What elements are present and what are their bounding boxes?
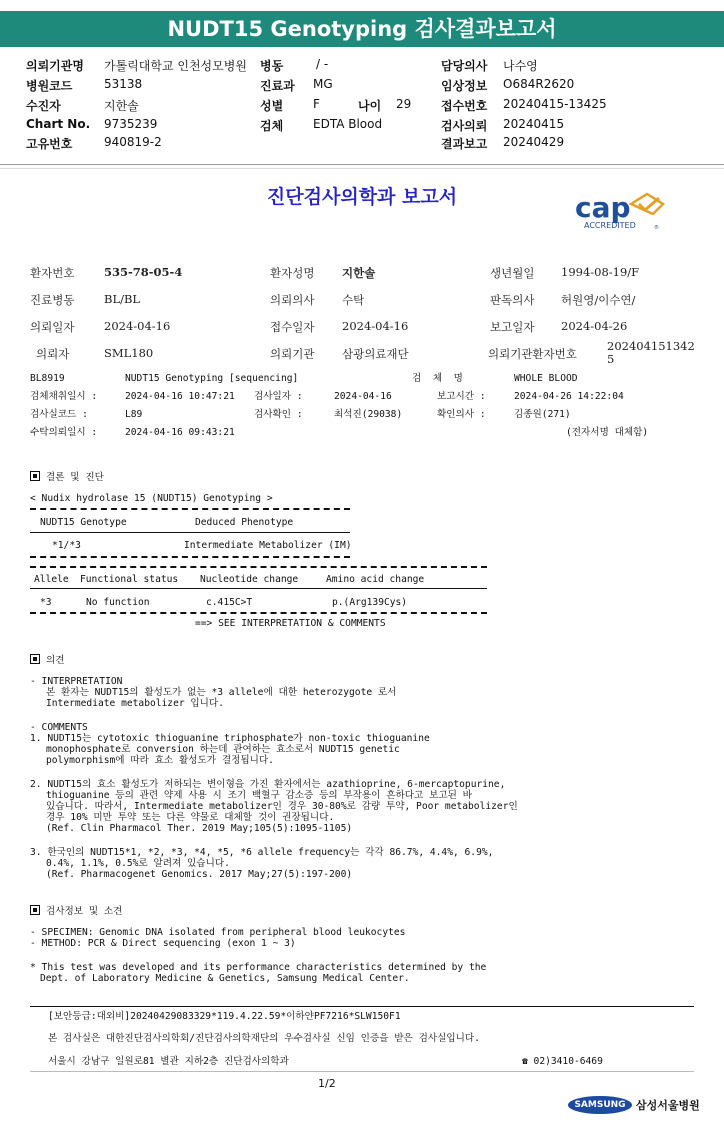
value-institution: 가톨릭대학교 인천성모병원 (104, 59, 247, 73)
confirm-doc-label: 확인의사 : (437, 409, 486, 420)
comment-2-line-2: thioguanine 등의 관련 약제 사용 시 조기 백혈구 감소증 등의 부작용이 흔하다고 보고된 바 (46, 790, 472, 801)
collect-label: 검체채취일시 : (30, 391, 98, 402)
label-inst-patient-no: 의뢰기관환자번호 (488, 347, 577, 361)
value-request-date: 20240415 (503, 117, 565, 131)
comment-2-line-4: 경우 10% 미만 투약 또는 다른 약물로 대체할 것이 권장됩니다. (46, 812, 335, 823)
label-req-doc: 의뢰의사 (270, 293, 315, 307)
label-recv-date: 접수일자 (270, 320, 315, 334)
label-unique-no: 고유번호 (26, 137, 73, 151)
table2-allele-value: *3 (40, 597, 52, 608)
confirm-value: 최석진(29038) (334, 409, 403, 420)
comment-2-line-1: 2. NUDT15의 효소 활성도가 저하되는 변이형을 가진 환자에서는 azathioprine, 6-mercaptopurine, (30, 779, 506, 790)
table1-genotype-value: *1/*3 (52, 540, 81, 551)
value-inst-patient-no-2: 5 (607, 352, 615, 366)
table2-bottom-rule (30, 612, 487, 614)
request-time-value: 2024-04-16 09:43:21 (125, 427, 235, 438)
label-patient-no: 환자번호 (30, 266, 75, 280)
test-name: NUDT15 Genotyping [sequencing] (125, 373, 299, 384)
comments-label: - COMMENTS (30, 722, 88, 733)
label-ward-2: 진료병동 (30, 293, 75, 307)
label-ward: 병동 (260, 59, 284, 73)
label-patient-name: 환자성명 (270, 266, 315, 280)
label-doctor: 담당의사 (441, 59, 488, 73)
report-banner-title: NUDT15 Genotyping 검사결과보고서 (0, 11, 724, 47)
comment-1-line-3: polymorphism에 따라 효소 활성도가 결정됩니다. (46, 755, 274, 766)
value-clinical-info: O684R2620 (503, 77, 575, 91)
collect-value: 2024-04-16 10:47:21 (125, 391, 235, 402)
footer-rule (30, 1006, 694, 1007)
footer-rule-2 (30, 1071, 694, 1072)
value-report-date: 20240429 (503, 135, 565, 149)
table2-amino-value: p.(Arg139Cys) (332, 597, 408, 608)
table2-header-amino: Amino acid change (326, 574, 425, 585)
table1-header-genotype: NUDT15 Genotype (40, 517, 127, 528)
table2-header-nucleotide: Nucleotide change (200, 574, 299, 585)
hospital-name: 삼성서울병원 (636, 1099, 700, 1112)
method-line: - METHOD: PCR & Direct sequencing (exon 1 ~ 3) (30, 938, 296, 949)
section-bullet-icon (30, 905, 40, 915)
label-req-inst: 의뢰기관 (270, 347, 315, 361)
value-patient-no: 535-78-05-4 (104, 265, 183, 279)
report-time-value: 2024-04-26 14:22:04 (514, 391, 624, 402)
request-time-label: 수탁의뢰일시 : (30, 427, 98, 438)
interpretation-line-2: Intermediate metabolizer 입니다. (46, 698, 224, 709)
label-request-date: 검사의뢰 (441, 119, 488, 133)
value-doctor: 나수영 (503, 59, 538, 73)
label-specimen: 검체 (260, 119, 284, 133)
label-hospital-code: 병원코드 (26, 79, 73, 93)
value-req-inst: 삼광의료재단 (342, 347, 409, 361)
label-read-doc: 판독의사 (490, 293, 535, 307)
label-clinical-info: 임상정보 (441, 79, 488, 93)
value-req-doc: 수탁 (342, 293, 365, 307)
label-department: 진료과 (260, 79, 295, 93)
specimen-line: - SPECIMEN: Genomic DNA isolated from peripheral blood leukocytes (30, 927, 406, 938)
cap-logo-tm: ® (654, 225, 659, 231)
test-date-label: 검사일자 : (254, 391, 303, 402)
interpretation-line-1: 본 환자는 NUDT15의 활성도가 없는 *3 allele에 대한 heterozygote 로서 (46, 687, 397, 698)
value-read-doc: 허원영/이수연/ (561, 293, 636, 307)
value-unique-no: 940819-2 (104, 135, 162, 149)
label-requester: 의뢰자 (36, 347, 70, 361)
label-institution: 의뢰기관명 (26, 59, 84, 73)
confirm-doc-value: 김종원(271) (514, 409, 571, 420)
lab-address: 서울시 강남구 일원로81 별관 지하2층 진단검사의학과 (48, 1056, 289, 1067)
value-patient: 지한솔 (104, 99, 139, 113)
value-ward-2: BL/BL (104, 292, 141, 306)
label-birth: 생년월일 (490, 266, 535, 280)
specimen-value: WHOLE BLOOD (514, 373, 578, 384)
opinion-heading-row (30, 653, 65, 666)
table1-bottom-rule (30, 556, 350, 558)
results-heading: 결론 및 진단 (46, 472, 104, 483)
label-receipt-no: 접수번호 (441, 99, 488, 113)
room-code-label: 검사실코드 : (30, 409, 88, 420)
certification-note: 본 검사실은 대한진단검사의학회/진단검사의학재단의 우수검사실 신임 인증을 받은 검사실입니다. (48, 1033, 480, 1044)
value-age: 29 (396, 97, 412, 111)
header-divider (0, 164, 724, 165)
value-ward: / - (316, 57, 329, 71)
table2-function-value: No function (86, 597, 150, 608)
comment-1-line-1: 1. NUDT15는 cytotoxic thioguanine triphosphate가 non-toxic thioguanine (30, 733, 430, 744)
table2-nucleotide-value: c.415C>T (206, 597, 253, 608)
value-chart-no: 9735239 (104, 117, 158, 131)
cap-logo-sub: ACCREDITED (584, 221, 636, 230)
value-rep-date: 2024-04-26 (561, 319, 628, 333)
value-hospital-code: 53138 (104, 77, 143, 91)
specimen-heading: 검사정보 및 소견 (46, 906, 123, 917)
report-title: 진단검사의학과 보고서 (266, 186, 458, 208)
security-grade: [보안등급:대외비]20240429083329*119.4.22.59*이하얀PF7216*SLW150F1 (48, 1011, 401, 1022)
table2-header-allele: Allele (34, 574, 69, 585)
table2-header-rule (30, 588, 487, 589)
value-specimen: EDTA Blood (313, 117, 383, 131)
comment-3-line-1: 3. 한국인의 NUDT15*1, *2, *3, *4, *5, *6 allele frequency는 각각 86.7%, 4.4%, 6.9%, (30, 847, 494, 858)
label-sex: 성별 (260, 99, 284, 113)
value-receipt-no: 20240415-13425 (503, 97, 607, 111)
opinion-heading: 의견 (46, 655, 65, 666)
comment-3-line-2: 0.4%, 1.1%, 0.5%로 알려져 있습니다. (46, 858, 230, 869)
page-number: 1/2 (318, 1077, 336, 1090)
value-recv-date: 2024-04-16 (342, 319, 409, 333)
interpretation-label: - INTERPRETATION (30, 676, 123, 687)
value-department: MG (313, 77, 333, 91)
confirm-label: 검사확인 : (254, 409, 303, 420)
test-code: BL8919 (30, 373, 65, 384)
results-subtitle: < Nudix hydrolase 15 (NUDT15) Genotyping > (30, 493, 273, 504)
specimen-heading-row (30, 904, 122, 917)
label-age: 나이 (358, 99, 382, 113)
header-divider-shadow (0, 168, 724, 169)
table1-header-phenotype: Deduced Phenotype (195, 517, 294, 528)
comment-2-line-3: 있습니다. 따라서, Intermediate metabolizer인 경우 30-80%로 감량 투약, Poor metabolizer인 (46, 801, 518, 812)
table1-phenotype-value: Intermediate Metabolizer (IM) (184, 540, 352, 551)
value-inst-patient-no-1: 202404151342 (607, 339, 695, 353)
cap-logo-text: cap (575, 191, 631, 224)
esign-note: (전자서명 대체함) (566, 427, 649, 438)
label-rep-date: 보고일자 (490, 320, 535, 334)
table1-header-rule (30, 532, 350, 533)
label-patient: 수진자 (26, 99, 61, 113)
samsung-logo: SAMSUNG (568, 1096, 632, 1114)
label-report-date: 결과보고 (441, 137, 488, 151)
value-req-date: 2024-04-16 (104, 319, 171, 333)
cap-accredited-logo (575, 190, 667, 234)
developed-note-1: * This test was developed and its performance characteristics determined by the (30, 962, 487, 973)
developed-note-2: Dept. of Laboratory Medicine & Genetics, Samsung Medical Center. (40, 973, 410, 984)
table2-header-function: Functional status (80, 574, 179, 585)
results-heading-row (30, 470, 104, 483)
comment-2-line-5: (Ref. Clin Pharmacol Ther. 2019 May;105(5):1095-1105) (46, 823, 353, 834)
report-time-label: 보고시간 : (437, 391, 486, 402)
table1-top-rule (30, 508, 350, 510)
value-requester: SML180 (104, 346, 154, 360)
value-patient-name: 지한솔 (342, 266, 376, 280)
label-chart-no: Chart No. (26, 117, 91, 131)
table2-top-rule (30, 566, 487, 568)
label-req-date: 의뢰일자 (30, 320, 75, 334)
specimen-label: 검 체 명 (412, 373, 463, 384)
test-date-value: 2024-04-16 (334, 391, 392, 402)
comment-1-line-2: monophosphate로 conversion 하는데 관여하는 효소로서 NUDT15 genetic (46, 744, 400, 755)
room-code-value: L89 (125, 409, 143, 420)
see-interpretation-note: ==> SEE INTERPRETATION & COMMENTS (195, 618, 386, 629)
lab-phone: ☎ 02)3410-6469 (522, 1056, 603, 1067)
value-birth: 1994-08-19/F (561, 265, 640, 279)
section-bullet-icon (30, 471, 40, 481)
value-sex: F (313, 97, 320, 111)
comment-3-line-3: (Ref. Pharmacogenet Genomics. 2017 May;27(5):197-200) (46, 869, 353, 880)
section-bullet-icon (30, 654, 40, 664)
